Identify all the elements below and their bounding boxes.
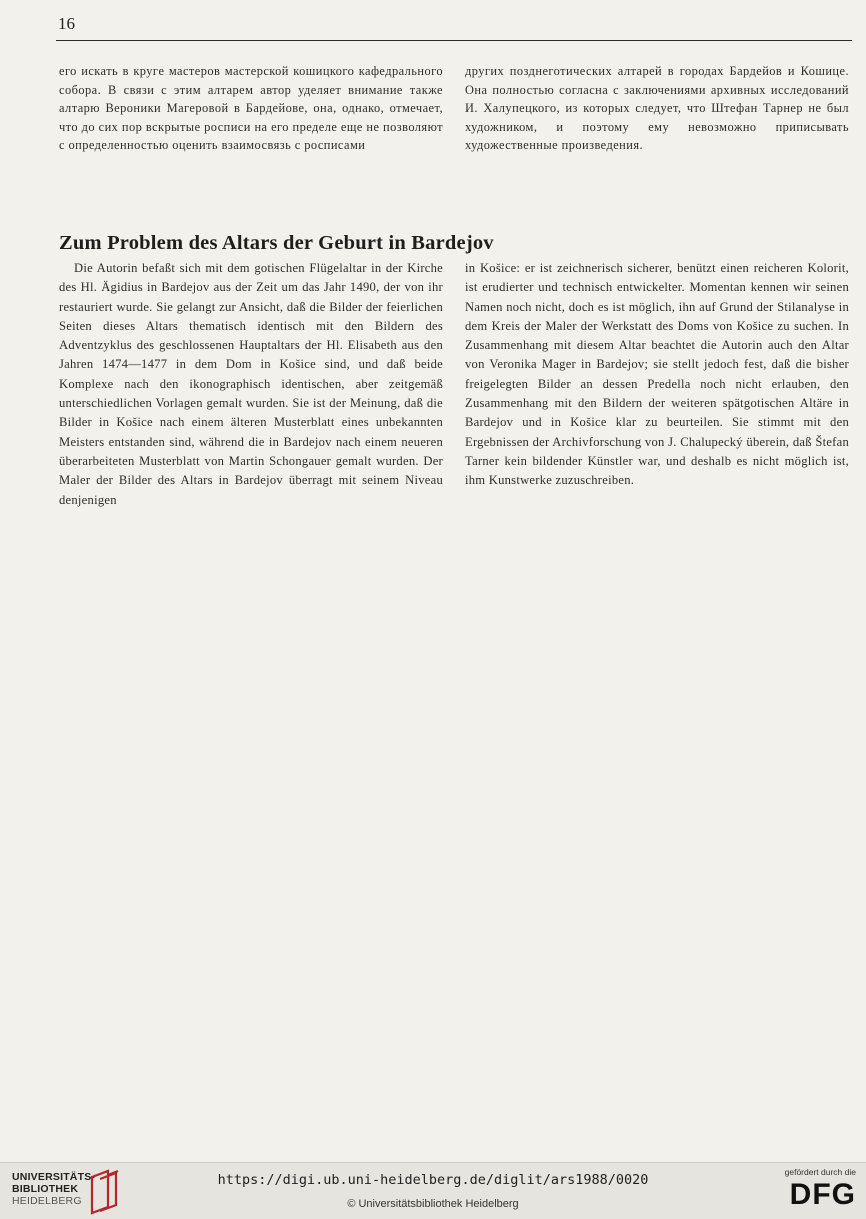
header-rule [56,40,852,41]
copyright-notice: © Universitätsbibliothek Heidelberg [347,1198,519,1210]
russian-summary-right-column: других позднеготических алтарей в городах Бардейов и Кошице. Она полностью согласна с заключениями архивных исследований И. Халупецкого, из которых следует, что Штефан Тарнер не был художником, и поэтому ему невозможно приписывать художественные произведения. [465,64,849,153]
page-number: 16 [58,14,75,33]
permalink-url[interactable]: https://digi.ub.uni-heidelberg.de/diglit/ars1988/0020 [217,1172,649,1188]
library-name-line2: BIBLIOTHEK [12,1183,79,1195]
funding-caption: gefördert durch die [784,1167,856,1177]
german-summary-right-column: in Košice: er ist zeichnerisch sicherer, benützt einen reicheren Kolorit, ist erudierter und technisch entwickelter. Momentan kennen wir seinen Namen noch nicht, doch es ist möglich, ihn auf Grund der Stilanalyse in dem Kreis der Maler der Werkstatt des Doms von Košice zu suchen. In Zusammenhang mit diesem Altar beachtet die Autorin auch den Altar von Veronika Mager in Bardejov; sie stellt jedoch fest, daß die bisher freigelegten Bilder an dessen Predella noch nicht erlauben, den Zusammenhang mit den Bildern der weiteren spätgotischen Altäre in Bardejov und in Košice klar zu beurteilen. Sie stimmt mit den Ergebnissen der Archivforschung von J. Chalupecký überein, daß Štefan Tarner kein bildender Künstler war, und deshalb es nicht möglich ist, ihm Kunstwerke zuzuschreiben. [465,261,849,488]
viewer-footer [0,1162,866,1219]
library-name-line1: UNIVERSITÄTS- [12,1171,96,1183]
dfg-logo[interactable]: DFG [789,1178,856,1211]
german-summary-left-column: Die Autorin befaßt sich mit dem gotischen Flügelaltar in der Kirche des Hl. Ägidius in Bardejov aus der Zeit um das Jahr 1490, der von ihr restauriert wurde. Sie gelangt zur Ansicht, daß die Bilder der feierlichen Seiten dieses Altars thematisch identisch mit den Bildern des Adventzyklus des geschlossenen Hauptaltars der Hl. Elisabeth aus den Jahren 1474—1477 in dem Dom in Košice sind, und daß beide Komplexe nach den ikonographisch identischen, aber zeitgemäß unterschiedlichen Vorlagen gemalt wurden. Sie ist der Meinung, daß die Bilder in Košice nach einem älteren Musterblatt eines unbekannten Meisters entstanden sind, während die in Bardejov nach einem neueren überarbeiteten Musterblatt von Martin Schongauer gemalt wurden. Der Maler der Bilder des Altars in Bardejov überragt mit seinem Niveau denjenigen [59,261,443,507]
article-title: Zum Problem des Altars der Geburt in Bardejov [59,232,494,254]
library-name-line3: HEIDELBERG [12,1195,82,1207]
russian-summary-left-column: его искать в кругe мастеров мастерской кошицкого кафедрального собора. В связи с этим алтарем автор уделяет внимание также алтарю Вероники Магеровой в Бардейове, она, однако, отмечает, что до сих пор вскрытые росписи на его пределе еще не позволяют с определенностью оценить взаимосвязь с росписами [59,64,443,153]
